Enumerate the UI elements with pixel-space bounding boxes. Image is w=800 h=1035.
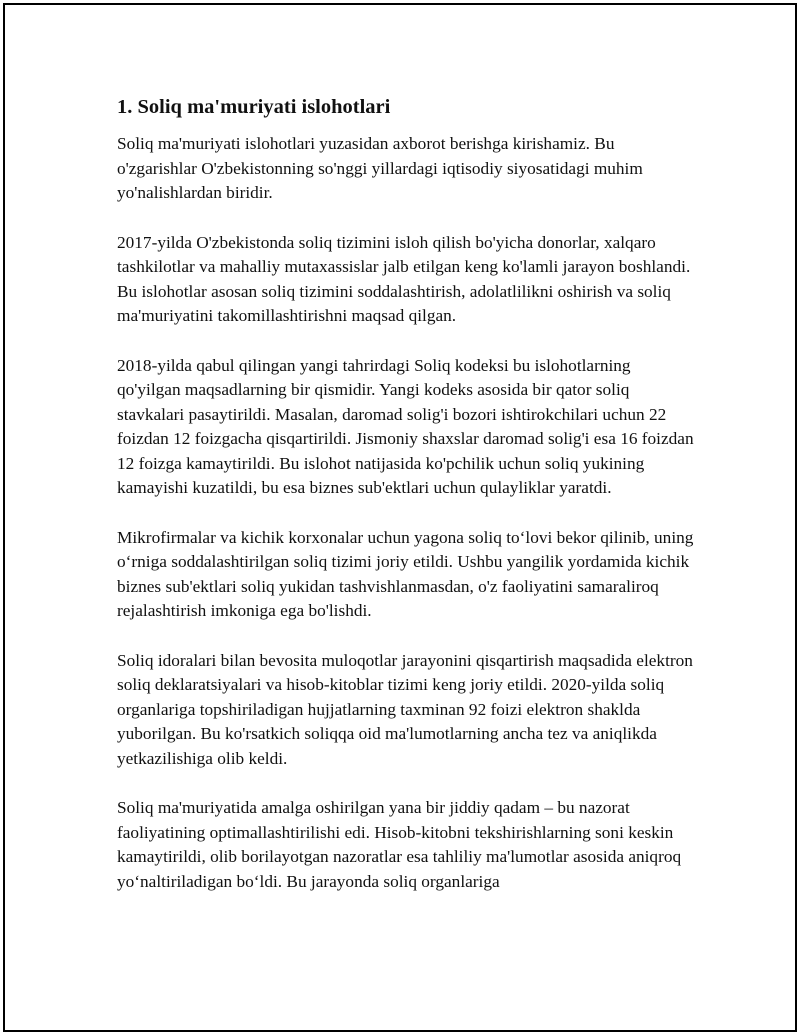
paragraph-1: Soliq ma'muriyati islohotlari yuzasidan axborot berishga kirishamiz. Bu o'zgarishlar O'zbekistonning so'nggi yillardagi iqtisodiy siyosatidagi muhim yo'nalishlardan biridir. (117, 134, 643, 202)
paragraph-3: 2018-yilda qabul qilingan yangi tahrirdagi Soliq kodeksi bu islohotlarning qo'yilgan maqsadlarning bir qismidir. Yangi kodeks asosida bir qator soliq stavkalari pasaytirildi. Masalan, daromad solig'i bozori ishtirokchilari uchun 22 foizdan 12 foizgacha qisqartirildi. Jismoniy shaxslar daromad solig'i esa 16 foizdan 12 foizga kamaytirildi. Bu islohot natijasida ko'pchilik uchun soliq yukining kamayishi kuzatildi, bu esa biznes sub'ektlari uchun qulayliklar yaratdi. (117, 355, 694, 497)
paragraph-2: 2017-yilda O'zbekistonda soliq tizimini isloh qilish bo'yicha donorlar, xalqaro tashkilotlar va mahalliy mutaxassislar jalb etilgan keng ko'lamli jarayon boshlandi. Bu islohotlar asosan soliq tizimini soddalashtirish, adolatlilikni oshirish va soliq ma'muriyatini takomillashtirishni maqsad qilgan. (117, 232, 691, 325)
section-title: 1. Soliq ma'muriyati islohotlari (117, 96, 391, 118)
paragraph-6: Soliq ma'muriyatida amalga oshirilgan yana bir jiddiy qadam – bu nazorat faoliyatining optimallashtirilishi edi. Hisob-kitobni tekshirishlarning soni keskin kamaytirildi, olib borilayotgan nazoratlar esa tahliliy ma'lumotlar asosida aniqroq yo‘naltiriladigan bo‘ldi. Bu jarayonda soliq organlariga (117, 798, 682, 891)
paragraph-5: Soliq idoralari bilan bevosita muloqotlar jarayonini qisqartirish maqsadida elektron soliq deklaratsiyalari va hisob-kitoblar tizimi keng joriy etildi. 2020-yilda soliq organlariga topshiriladigan hujjatlarning taxminan 92 foizi elektron shaklda yuborilgan. Bu ko'rsatkich soliqqa oid ma'lumotlarning ancha tez va aniqlikda yetkazilishiga olib keldi. (117, 650, 693, 768)
document-body (117, 94, 697, 894)
paragraph-4: Mikrofirmalar va kichik korxonalar uchun yagona soliq to‘lovi bekor qilinib, uning o‘rniga soddalashtirilgan soliq tizimi joriy etildi. Ushbu yangilik yordamida kichik biznes sub'ektlari soliq yukidan tashvishlanmasdan, o'z faoliyatini samaraliroq rejalashtirish imkoniga ega bo'lishdi. (117, 527, 694, 620)
